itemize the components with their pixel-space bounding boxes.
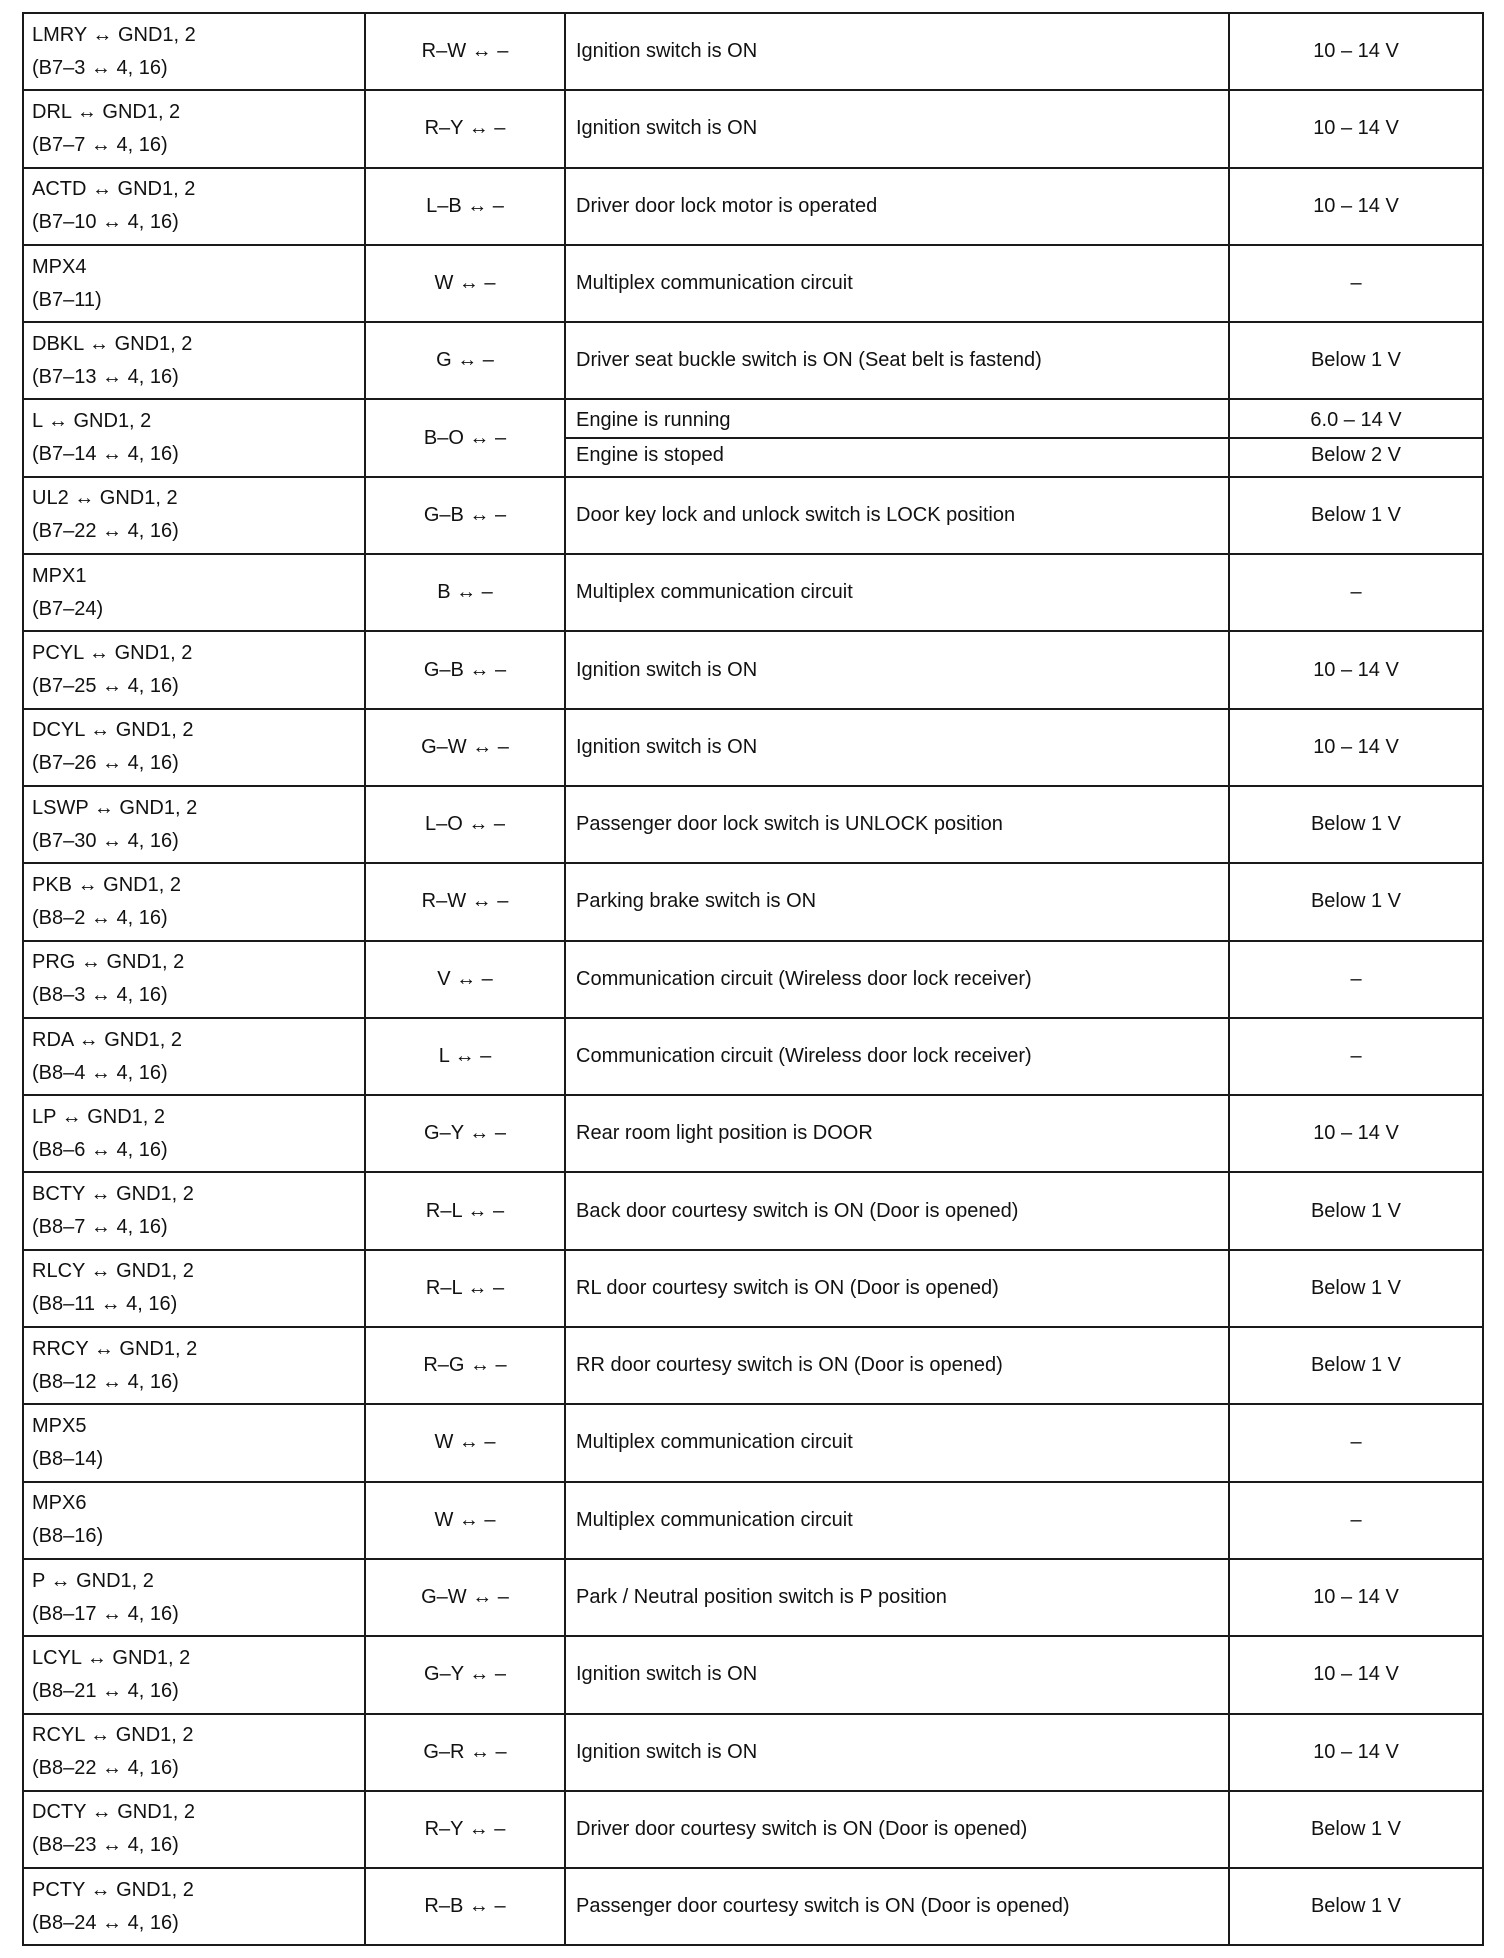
table-row <box>23 631 1483 708</box>
terminal-pins: (B8–24 ↔ 4, 16) <box>32 1911 179 1934</box>
condition-cell: Back door courtesy switch is ON (Door is opened) <box>565 1172 1229 1249</box>
wiring-color-cell: G–R ↔ – <box>365 1714 565 1791</box>
condition-cell: Communication circuit (Wireless door lock receiver) <box>565 941 1229 1018</box>
condition-cell: Ignition switch is ON <box>565 631 1229 708</box>
specified-condition-cell: Below 1 V <box>1229 322 1483 399</box>
specified-condition-cell: Below 1 V <box>1229 1868 1483 1945</box>
terminal-name: MPX5 <box>32 1414 87 1437</box>
terminal-pins: (B8–16) <box>32 1525 104 1548</box>
terminal-name: UL2 ↔ GND1, 2 <box>32 487 178 510</box>
terminal-name: LSWP ↔ GND1, 2 <box>32 796 198 819</box>
condition-cell: Communication circuit (Wireless door lock receiver) <box>565 1018 1229 1095</box>
wiring-color-cell: L–O ↔ – <box>365 786 565 863</box>
specified-condition-cell: Below 1 V <box>1229 1172 1483 1249</box>
terminal-name: PCTY ↔ GND1, 2 <box>32 1878 194 1901</box>
condition-cell: Ignition switch is ON <box>565 1636 1229 1713</box>
table-row <box>23 709 1483 786</box>
wiring-color-cell: R–L ↔ – <box>365 1172 565 1249</box>
wiring-color-cell: R–L ↔ – <box>365 1250 565 1327</box>
wiring-color-cell: L–B ↔ – <box>365 168 565 245</box>
terminal-name: BCTY ↔ GND1, 2 <box>32 1183 194 1206</box>
condition-cell <box>565 399 1229 476</box>
wiring-color-cell: R–Y ↔ – <box>365 1791 565 1868</box>
table-row <box>23 1868 1483 1945</box>
terminal-name: RRCY ↔ GND1, 2 <box>32 1337 198 1360</box>
table-row <box>23 1714 1483 1791</box>
specified-condition-cell: 10 – 14 V <box>1229 1095 1483 1172</box>
specified-condition-cell: 10 – 14 V <box>1229 1559 1483 1636</box>
terminal-cell <box>23 477 365 554</box>
wiring-color-cell: R–W ↔ – <box>365 863 565 940</box>
terminal-cell <box>23 13 365 90</box>
terminal-voltage-table <box>22 12 1484 1946</box>
terminal-cell <box>23 631 365 708</box>
terminal-cell <box>23 941 365 1018</box>
condition-cell: Ignition switch is ON <box>565 1714 1229 1791</box>
terminal-name: P ↔ GND1, 2 <box>32 1569 154 1592</box>
specified-condition-cell: Below 1 V <box>1229 863 1483 940</box>
specified-condition-cell: Below 1 V <box>1229 477 1483 554</box>
specified-condition-cell: – <box>1229 554 1483 631</box>
terminal-name: PCYL ↔ GND1, 2 <box>32 642 193 665</box>
specified-condition-cell: 10 – 14 V <box>1229 13 1483 90</box>
table-row <box>23 1404 1483 1481</box>
terminal-name: DCTY ↔ GND1, 2 <box>32 1801 195 1824</box>
table-row <box>23 168 1483 245</box>
table-row <box>23 1482 1483 1559</box>
specified-condition-cell: 10 – 14 V <box>1229 1636 1483 1713</box>
table-row <box>23 399 1483 476</box>
specified-condition-cell: – <box>1229 1018 1483 1095</box>
terminal-cell <box>23 786 365 863</box>
terminal-pins: (B7–25 ↔ 4, 16) <box>32 675 179 698</box>
terminal-cell <box>23 554 365 631</box>
terminal-cell <box>23 1791 365 1868</box>
terminal-name: RDA ↔ GND1, 2 <box>32 1028 183 1051</box>
terminal-cell <box>23 90 365 167</box>
terminal-cell <box>23 1559 365 1636</box>
wiring-color-cell: W ↔ – <box>365 1404 565 1481</box>
table-row <box>23 322 1483 399</box>
table-row <box>23 1250 1483 1327</box>
terminal-name: L ↔ GND1, 2 <box>32 410 152 433</box>
terminal-pins: (B7–22 ↔ 4, 16) <box>32 520 179 543</box>
wiring-color-cell: R–B ↔ – <box>365 1868 565 1945</box>
condition-cell: RR door courtesy switch is ON (Door is opened) <box>565 1327 1229 1404</box>
specified-condition-cell: 10 – 14 V <box>1229 631 1483 708</box>
terminal-pins: (B8–14) <box>32 1447 104 1470</box>
specified-value: Below 2 V <box>1230 437 1482 472</box>
condition-cell: Parking brake switch is ON <box>565 863 1229 940</box>
table-row <box>23 1018 1483 1095</box>
specified-condition-cell: – <box>1229 941 1483 1018</box>
wiring-color-cell: B–O ↔ – <box>365 399 565 476</box>
table-row <box>23 786 1483 863</box>
terminal-name: DCYL ↔ GND1, 2 <box>32 719 194 742</box>
wiring-color-cell: L ↔ – <box>365 1018 565 1095</box>
terminal-cell <box>23 1482 365 1559</box>
condition-cell: Ignition switch is ON <box>565 709 1229 786</box>
terminal-cell <box>23 1404 365 1481</box>
specified-condition-cell: Below 1 V <box>1229 786 1483 863</box>
terminal-name: DRL ↔ GND1, 2 <box>32 100 181 123</box>
specified-condition-cell: – <box>1229 1482 1483 1559</box>
condition-cell: Multiplex communication circuit <box>565 1404 1229 1481</box>
wiring-color-cell: G–Y ↔ – <box>365 1636 565 1713</box>
terminal-cell <box>23 1714 365 1791</box>
table-row <box>23 13 1483 90</box>
wiring-color-cell: W ↔ – <box>365 245 565 322</box>
specified-condition-cell: – <box>1229 1404 1483 1481</box>
terminal-pins: (B8–2 ↔ 4, 16) <box>32 906 168 929</box>
table-row <box>23 1095 1483 1172</box>
specified-condition-cell <box>1229 399 1483 476</box>
condition-cell: Passenger door lock switch is UNLOCK position <box>565 786 1229 863</box>
terminal-pins: (B8–7 ↔ 4, 16) <box>32 1216 168 1239</box>
terminal-cell <box>23 1018 365 1095</box>
specified-condition-cell: – <box>1229 245 1483 322</box>
terminal-name: ACTD ↔ GND1, 2 <box>32 178 196 201</box>
specified-condition-cell: Below 1 V <box>1229 1327 1483 1404</box>
terminal-cell <box>23 1095 365 1172</box>
terminal-pins: (B8–17 ↔ 4, 16) <box>32 1602 179 1625</box>
terminal-name: MPX6 <box>32 1492 87 1515</box>
wiring-color-cell: G–B ↔ – <box>365 631 565 708</box>
terminal-cell <box>23 1636 365 1713</box>
wiring-color-cell: R–W ↔ – <box>365 13 565 90</box>
wiring-color-cell: V ↔ – <box>365 941 565 1018</box>
condition-cell: Passenger door courtesy switch is ON (Door is opened) <box>565 1868 1229 1945</box>
specified-condition-cell: 10 – 14 V <box>1229 709 1483 786</box>
condition-cell: Rear room light position is DOOR <box>565 1095 1229 1172</box>
terminal-cell <box>23 1327 365 1404</box>
wiring-color-cell: R–G ↔ – <box>365 1327 565 1404</box>
wiring-color-cell: G ↔ – <box>365 322 565 399</box>
condition-cell: Multiplex communication circuit <box>565 245 1229 322</box>
terminal-name: RCYL ↔ GND1, 2 <box>32 1724 194 1747</box>
terminal-cell <box>23 322 365 399</box>
terminal-pins: (B8–21 ↔ 4, 16) <box>32 1679 179 1702</box>
terminal-cell <box>23 863 365 940</box>
condition-cell: Multiplex communication circuit <box>565 554 1229 631</box>
specified-condition-cell: Below 1 V <box>1229 1250 1483 1327</box>
terminal-name: LP ↔ GND1, 2 <box>32 1105 166 1128</box>
specified-condition-cell: 10 – 14 V <box>1229 90 1483 167</box>
terminal-pins: (B8–23 ↔ 4, 16) <box>32 1834 179 1857</box>
terminal-pins: (B8–4 ↔ 4, 16) <box>32 1061 168 1084</box>
table-row <box>23 90 1483 167</box>
specified-condition-cell: Below 1 V <box>1229 1791 1483 1868</box>
wiring-color-cell: B ↔ – <box>365 554 565 631</box>
terminal-cell <box>23 1868 365 1945</box>
terminal-cell <box>23 245 365 322</box>
table-row <box>23 554 1483 631</box>
terminal-pins: (B8–12 ↔ 4, 16) <box>32 1370 179 1393</box>
table-row <box>23 1559 1483 1636</box>
terminal-name: LMRY ↔ GND1, 2 <box>32 23 196 46</box>
condition-cell: Ignition switch is ON <box>565 90 1229 167</box>
table-row <box>23 863 1483 940</box>
wiring-color-cell: G–Y ↔ – <box>365 1095 565 1172</box>
condition-cell: Door key lock and unlock switch is LOCK position <box>565 477 1229 554</box>
table-row <box>23 1791 1483 1868</box>
terminal-cell <box>23 1250 365 1327</box>
terminal-name: PKB ↔ GND1, 2 <box>32 873 181 896</box>
terminal-pins: (B7–11) <box>32 288 102 311</box>
terminal-pins: (B7–14 ↔ 4, 16) <box>32 443 179 466</box>
terminal-name: MPX1 <box>32 564 87 587</box>
terminal-pins: (B7–13 ↔ 4, 16) <box>32 365 179 388</box>
terminal-pins: (B7–24) <box>32 597 104 620</box>
terminal-pins: (B8–11 ↔ 4, 16) <box>32 1293 178 1316</box>
table-row <box>23 245 1483 322</box>
condition-cell: Multiplex communication circuit <box>565 1482 1229 1559</box>
condition-cell: Driver seat buckle switch is ON (Seat belt is fastend) <box>565 322 1229 399</box>
terminal-pins: (B7–3 ↔ 4, 16) <box>32 56 168 79</box>
specified-condition-cell: 10 – 14 V <box>1229 168 1483 245</box>
terminal-pins: (B7–26 ↔ 4, 16) <box>32 752 179 775</box>
wiring-color-cell: W ↔ – <box>365 1482 565 1559</box>
terminal-name: LCYL ↔ GND1, 2 <box>32 1646 191 1669</box>
condition-cell: Driver door courtesy switch is ON (Door is opened) <box>565 1791 1229 1868</box>
condition-cell: RL door courtesy switch is ON (Door is opened) <box>565 1250 1229 1327</box>
specified-condition-cell: 10 – 14 V <box>1229 1714 1483 1791</box>
wiring-color-cell: R–Y ↔ – <box>365 90 565 167</box>
terminal-name: RLCY ↔ GND1, 2 <box>32 1260 194 1283</box>
terminal-pins: (B8–22 ↔ 4, 16) <box>32 1757 179 1780</box>
terminal-pins: (B8–6 ↔ 4, 16) <box>32 1138 168 1161</box>
terminal-cell <box>23 709 365 786</box>
table-row <box>23 477 1483 554</box>
condition-text: Engine is running <box>576 409 731 432</box>
wiring-color-cell: G–B ↔ – <box>365 477 565 554</box>
table-row <box>23 941 1483 1018</box>
terminal-name: MPX4 <box>32 255 87 278</box>
condition-cell: Park / Neutral position switch is P position <box>565 1559 1229 1636</box>
terminal-cell <box>23 1172 365 1249</box>
wiring-color-cell: G–W ↔ – <box>365 1559 565 1636</box>
condition-cell: Driver door lock motor is operated <box>565 168 1229 245</box>
terminal-pins: (B8–3 ↔ 4, 16) <box>32 984 168 1007</box>
condition-text: Engine is stoped <box>566 437 1228 472</box>
table-row <box>23 1327 1483 1404</box>
terminal-name: PRG ↔ GND1, 2 <box>32 951 185 974</box>
terminal-cell <box>23 399 365 476</box>
terminal-pins: (B7–7 ↔ 4, 16) <box>32 133 168 156</box>
terminal-pins: (B7–30 ↔ 4, 16) <box>32 829 179 852</box>
terminal-cell <box>23 168 365 245</box>
table-row <box>23 1172 1483 1249</box>
wiring-color-cell: G–W ↔ – <box>365 709 565 786</box>
terminal-pins: (B7–10 ↔ 4, 16) <box>32 211 179 234</box>
specified-value: 6.0 – 14 V <box>1310 409 1402 432</box>
table-row <box>23 1636 1483 1713</box>
terminal-name: DBKL ↔ GND1, 2 <box>32 332 193 355</box>
condition-cell: Ignition switch is ON <box>565 13 1229 90</box>
